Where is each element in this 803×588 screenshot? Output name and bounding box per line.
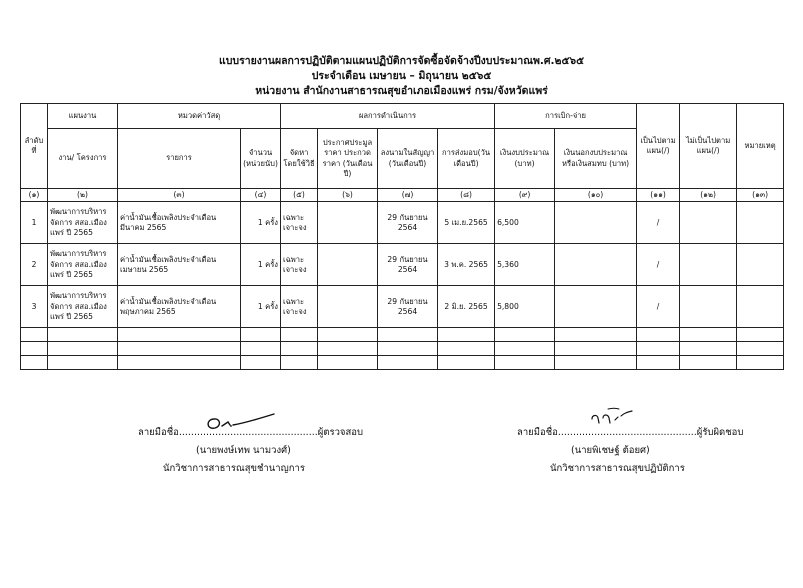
cell-qty: 1 ครั้ง (241, 202, 281, 244)
cell-nonbudget (555, 244, 637, 286)
header-group-operation: ผลการดำเนินการ (281, 104, 495, 129)
header-method: จัดหาโดยใช้วิธี (281, 129, 318, 189)
header-delivery: การส่งมอบ(วันเดือนปี) (438, 129, 495, 189)
cell-item: ค่าน้ำมันเชื้อเพลิงประจำเดือน เมษายน 2565 (118, 244, 241, 286)
cell-item: ค่าน้ำมันเชื้อเพลิงประจำเดือน มีนาคม 2565 (118, 202, 241, 244)
header-as-plan: เป็นไปตามแผน(/) (637, 104, 680, 189)
column-number: (๔) (241, 189, 281, 202)
cell-not-plan (680, 244, 737, 286)
handwritten-signature-right (588, 405, 638, 427)
cell-project: พัฒนาการบริหารจัดการ สสอ.เมืองแพร่ ปี 2565 (48, 286, 118, 328)
cell-announce (318, 286, 378, 328)
header-qty: จำนวน (หน่วยนับ) (241, 129, 281, 189)
cell-delivery: 3 พ.ค. 2565 (438, 244, 495, 286)
cell-announce (318, 202, 378, 244)
empty-row (21, 328, 784, 342)
cell-contract: 29 กันยายน 2564 (378, 202, 438, 244)
header-item: รายการ (118, 129, 241, 189)
column-number: (๒) (48, 189, 118, 202)
cell-method: เฉพาะเจาะจง (281, 286, 318, 328)
empty-row (21, 356, 784, 370)
cell-as-plan: / (637, 286, 680, 328)
cell-nonbudget (555, 286, 637, 328)
cell-remark (737, 202, 784, 244)
header-budget: เงินงบประมาณ (บาท) (495, 129, 555, 189)
column-number: (๓) (118, 189, 241, 202)
cell-seq: 1 (21, 202, 48, 244)
cell-project: พัฒนาการบริหารจัดการ สสอ.เมืองแพร่ ปี 2565 (48, 244, 118, 286)
procurement-report-table (20, 103, 784, 370)
cell-delivery: 2 มิ.ย. 2565 (438, 286, 495, 328)
cell-delivery: 5 เม.ย.2565 (438, 202, 495, 244)
cell-qty: 1 ครั้ง (241, 286, 281, 328)
report-title: แบบรายงานผลการปฏิบัติตามแผนปฏิบัติการจัดซื้อจัดจ้างปีงบประมาณพ.ศ.๒๕๖๕ (218, 55, 585, 67)
signer-name-right: (นายพิเชษฐ์ ต้อยศ) (571, 445, 650, 456)
header-group-material: หมวดค่าวัสดุ (118, 104, 281, 129)
column-number: (๗) (378, 189, 438, 202)
table-row (21, 202, 784, 244)
header-announce: ประกาศประมูลราคา ประกวดราคา (วันเดือนปี) (318, 129, 378, 189)
column-number: (๑๒) (680, 189, 737, 202)
column-number: (๙) (495, 189, 555, 202)
cell-budget: 6,500 (495, 202, 555, 244)
cell-project: พัฒนาการบริหารจัดการ สสอ.เมืองแพร่ ปี 2565 (48, 202, 118, 244)
table-row (21, 286, 784, 328)
cell-not-plan (680, 202, 737, 244)
header-remark: หมายเหตุ (737, 104, 784, 189)
header-group-disbursement: การเบิก-จ่าย (495, 104, 637, 129)
table-row (21, 244, 784, 286)
column-number: (๑๓) (737, 189, 784, 202)
cell-method: เฉพาะเจาะจง (281, 202, 318, 244)
cell-as-plan: / (637, 202, 680, 244)
cell-seq: 3 (21, 286, 48, 328)
cell-budget: 5,360 (495, 244, 555, 286)
cell-qty: 1 ครั้ง (241, 244, 281, 286)
header-seq: ลำดับที่ (21, 104, 48, 189)
cell-remark (737, 286, 784, 328)
cell-contract: 29 กันยายน 2564 (378, 286, 438, 328)
cell-not-plan (680, 286, 737, 328)
header-contract: ลงนามในสัญญา (วันเดือนปี) (378, 129, 438, 189)
cell-seq: 2 (21, 244, 48, 286)
header-not-plan: ไม่เป็นไปตามแผน(/) (680, 104, 737, 189)
signer-position-right: นักวิชาการสาธารณสุขปฏิบัติการ (550, 463, 685, 474)
signer-name-left: (นายพงษ์เทพ นามวงศ์) (196, 445, 291, 456)
column-number: (๑๑) (637, 189, 680, 202)
cell-item: ค่าน้ำมันเชื้อเพลิงประจำเดือน พฤษภาคม 2565 (118, 286, 241, 328)
report-period: ประจำเดือน เมษายน – มิถุนายน ๒๕๖๕ (311, 70, 492, 82)
cell-remark (737, 244, 784, 286)
cell-contract: 29 กันยายน 2564 (378, 244, 438, 286)
column-number: (๖) (318, 189, 378, 202)
cell-budget: 5,800 (495, 286, 555, 328)
column-number: (๕) (281, 189, 318, 202)
cell-announce (318, 244, 378, 286)
report-agency: หน่วยงาน สำนักงานสาธารณสุขอำเภอเมืองแพร่ กรม/จังหวัดแพร่ (255, 85, 548, 97)
cell-as-plan: / (637, 244, 680, 286)
signer-position-left: นักวิชาการสาธารณสุขชำนาญการ (163, 463, 305, 474)
cell-nonbudget (555, 202, 637, 244)
column-number: (๘) (438, 189, 495, 202)
header-project: งาน/ โครงการ (48, 129, 118, 189)
column-number: (๑๐) (555, 189, 637, 202)
signature-line-right: ลายมือชื่อ..............................................ผู้รับผิดชอบ (517, 427, 744, 438)
cell-method: เฉพาะเจาะจง (281, 244, 318, 286)
signature-line-left: ลายมือชื่อ..............................................ผู้ตรวจสอบ (138, 427, 364, 438)
header-nonbudget: เงินนอกงบประมาณ หรือเงินสมทบ (บาท) (555, 129, 637, 189)
empty-row (21, 342, 784, 356)
column-number: (๑) (21, 189, 48, 202)
header-group-plan: แผนงาน (48, 104, 118, 129)
